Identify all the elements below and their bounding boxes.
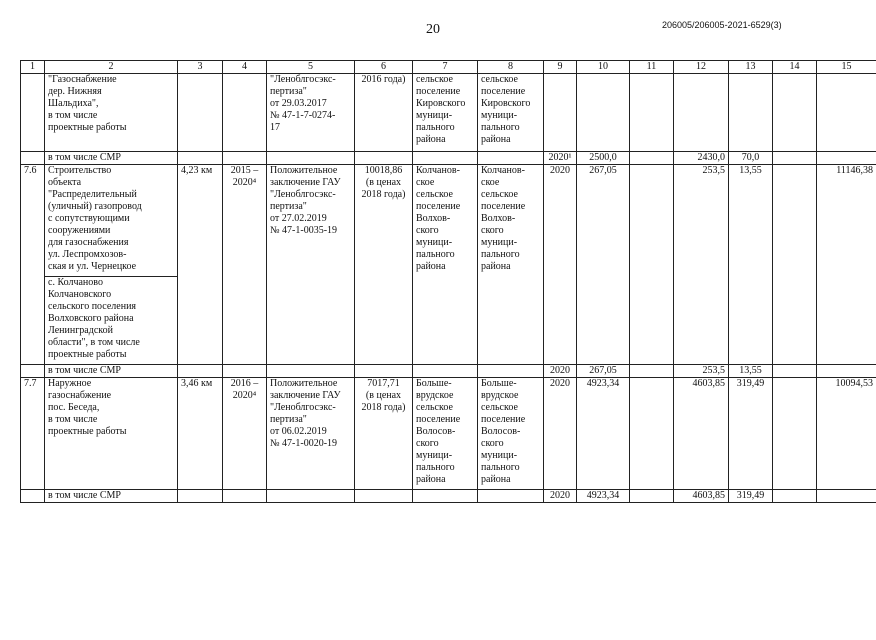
column-header: 6	[355, 61, 413, 74]
smr-row	[21, 152, 876, 165]
column-header: 3	[178, 61, 223, 74]
customer: Больше- врудское сельское поселение Волосов- ского муници- пального района	[413, 378, 478, 490]
document-code: 206005/206005-2021-6529(3)	[662, 20, 782, 30]
object-name-continued: с. Колчаново Колчановского сельского поселения Волховского района Ленинградской области", в том числе проектные работы	[45, 277, 178, 365]
column-header: 15	[817, 61, 876, 74]
expert-conclusion: Положительное заключение ГАУ "Леноблгосэкс- пертиза" от 06.02.2019 № 47-1-0020-19	[267, 378, 355, 490]
estimated-cost: 2016 года)	[355, 74, 413, 152]
construction-period: 2016 – 2020⁴	[223, 378, 267, 490]
total-amount: 267,05	[577, 365, 630, 378]
smr-label: в том числе СМР	[45, 365, 178, 378]
pipeline-length: 4,23 км	[178, 165, 223, 277]
object-name: "Газоснабжение дер. Нижняя Шальдиха", в том числе проектные работы	[45, 74, 178, 152]
column-header: 9	[544, 61, 577, 74]
table-row	[21, 277, 876, 365]
regional-budget: 253,5	[674, 165, 729, 277]
smr-row	[21, 365, 876, 378]
customer: сельское поселение Кировского муници- пального района	[413, 74, 478, 152]
column-number-row	[21, 61, 876, 74]
year: 2020	[544, 365, 577, 378]
municipality: Колчанов- ское сельское поселение Волхов- ского муници- пального района	[478, 165, 544, 277]
total-amount: 4923,34	[577, 378, 630, 490]
year: 2020¹	[544, 152, 577, 165]
column-header: 1	[21, 61, 45, 74]
estimated-cost: 7017,71 (в ценах 2018 года)	[355, 378, 413, 490]
column-header: 13	[729, 61, 773, 74]
expert-conclusion: "Леноблгосэкс- пертиза" от 29.03.2017 № 47-1-7-0274- 17	[267, 74, 355, 152]
column-header: 2	[45, 61, 178, 74]
local-budget: 13,55	[729, 165, 773, 277]
column-header: 4	[223, 61, 267, 74]
object-name: Строительство объекта "Распределительный (уличный) газопровод с сопутствующими сооружениями для газоснабжения ул. Леспромхозов- ская и ул. Чернецкое	[45, 165, 178, 277]
total-amount: 2500,0	[577, 152, 630, 165]
program-table	[20, 60, 876, 503]
column-header: 8	[478, 61, 544, 74]
regional-budget: 4603,85	[674, 378, 729, 490]
regional-budget: 4603,85	[674, 490, 729, 503]
capacity-value: 10094,53	[817, 378, 876, 490]
total-amount: 267,05	[577, 165, 630, 277]
local-budget: 70,0	[729, 152, 773, 165]
year: 2020	[544, 490, 577, 503]
table-row	[21, 74, 876, 152]
column-header: 12	[674, 61, 729, 74]
total-amount: 4923,34	[577, 490, 630, 503]
construction-period: 2015 – 2020⁴	[223, 165, 267, 277]
year: 2020	[544, 378, 577, 490]
pipeline-length: 3,46 км	[178, 378, 223, 490]
municipality: Больше- врудское сельское поселение Волосов- ского муници- пального района	[478, 378, 544, 490]
smr-row	[21, 490, 876, 503]
local-budget: 319,49	[729, 378, 773, 490]
column-header: 5	[267, 61, 355, 74]
regional-budget: 253,5	[674, 365, 729, 378]
table-row	[21, 165, 876, 277]
smr-label: в том числе СМР	[45, 490, 178, 503]
expert-conclusion: Положительное заключение ГАУ "Леноблгосэкс- пертиза" от 27.02.2019 № 47-1-0035-19	[267, 165, 355, 277]
column-header: 14	[773, 61, 817, 74]
smr-label: в том числе СМР	[45, 152, 178, 165]
row-number: 7.7	[21, 378, 45, 490]
year: 2020	[544, 165, 577, 277]
estimated-cost: 10018,86 (в ценах 2018 года)	[355, 165, 413, 277]
page-number: 20	[426, 22, 440, 37]
capacity-value: 11146,38	[817, 165, 876, 277]
column-header: 7	[413, 61, 478, 74]
customer: Колчанов- ское сельское поселение Волхов- ского муници- пального района	[413, 165, 478, 277]
row-number: 7.6	[21, 165, 45, 277]
table-row	[21, 378, 876, 490]
local-budget: 319,49	[729, 490, 773, 503]
regional-budget: 2430,0	[674, 152, 729, 165]
object-name: Наружное газоснабжение пос. Беседа, в том числе проектные работы	[45, 378, 178, 490]
column-header: 11	[630, 61, 674, 74]
local-budget: 13,55	[729, 365, 773, 378]
municipality: сельское поселение Кировского муници- пального района	[478, 74, 544, 152]
column-header: 10	[577, 61, 630, 74]
